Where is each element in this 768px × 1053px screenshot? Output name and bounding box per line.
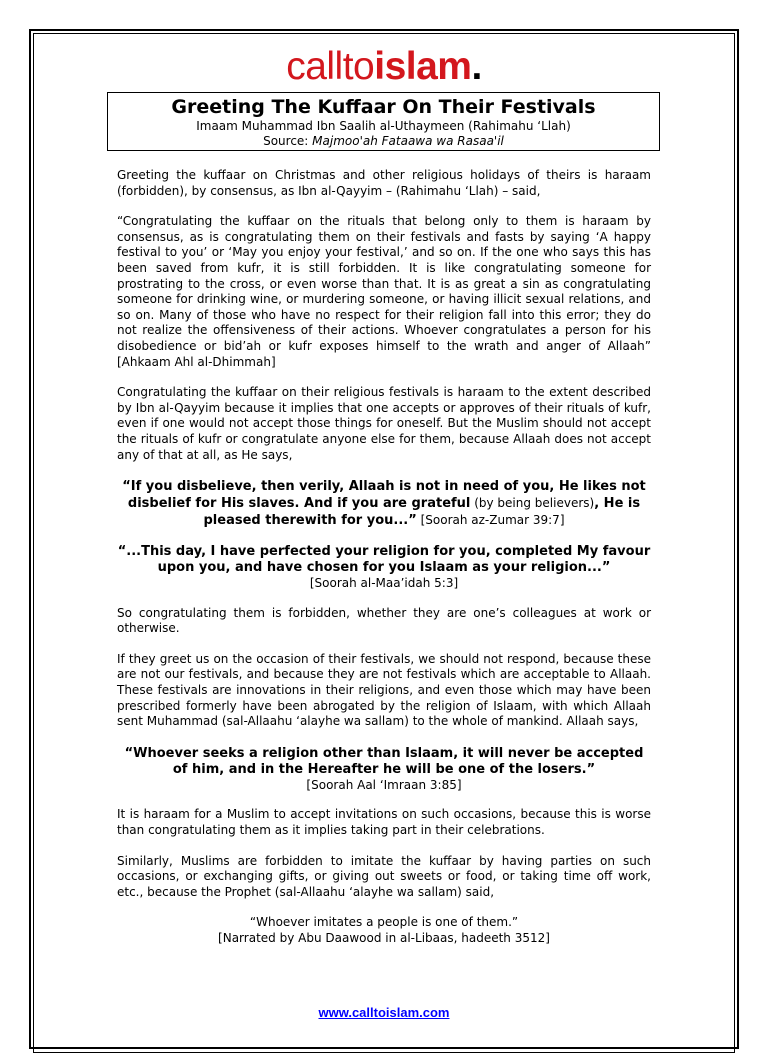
page-title: Greeting The Kuffaar On Their Festivals <box>171 96 596 118</box>
title-box <box>107 92 660 151</box>
quote-zumar <box>117 479 651 529</box>
source-title: Majmoo'ah Fataawa wa Rasaa'il <box>312 134 504 148</box>
hadith-ref: [Narrated by Abu Daawood in al-Libaas, hadeeth 3512] <box>218 931 550 945</box>
quote-zumar-c: , He is pleased therewith for you...” <box>203 496 641 529</box>
quote-zumar-ref: [Soorah az-Zumar 39:7] <box>416 513 565 528</box>
quote-aal-imraan-ref: [Soorah Aal ‘Imraan 3:85] <box>306 777 462 792</box>
paragraph-1: Greeting the kuffaar on Christmas and other religious holidays of theirs is haraam (forbidden), by consensus, as Ibn al-Qayyim – (Rahimahu ‘Llah) – said, <box>117 168 651 198</box>
hadith-quote: “Whoever imitates a people is one of them.” <box>249 915 519 930</box>
paragraph-4: So congratulating them is forbidden, whether they are one’s colleagues at work or otherwise. <box>117 605 651 636</box>
paragraph-7: Similarly, Muslims are forbidden to imitate the kuffaar by having parties on such occasions, or exchanging gifts, or giving out sweets or food, or taking time off work, etc., because the Prophet (sal-Allaahu ‘alayhe wa sallam) said, <box>117 853 651 899</box>
author-line: Imaam Muhammad Ibn Saalih al-Uthaymeen (Rahimahu ‘Llah) <box>196 119 571 133</box>
quote-maaidah: “...This day, I have perfected your religion for you, completed My favour upon you, and have chosen for you Islaam as your religion...” <box>117 544 651 576</box>
source-label: Source: <box>263 134 313 148</box>
paragraph-3: Congratulating the kuffaar on their religious festivals is haraam to the extent described by Ibn al-Qayyim because it implies that one accepts or approves of their rituals of kufr, even if one would not accept those things for oneself. But the Muslim should not accept the rituals of kufr or congratulate anyone else for them, because Allaah does not accept any of that at all, as He says, <box>117 385 651 462</box>
quote-aal-imraan: “Whoever seeks a religion other than Islaam, it will never be accepted of him, and in the Hereafter he will be one of the losers.” <box>124 745 644 777</box>
calltoislam-logo <box>0 44 768 90</box>
paragraph-6: It is haraam for a Muslim to accept invitations on such occasions, because this is worse than congratulating them as it implies taking part in their celebrations. <box>117 807 651 838</box>
quote-maaidah-ref: [Soorah al-Maa’idah 5:3] <box>309 576 459 591</box>
paragraph-2: “Congratulating the kuffaar on the rituals that belong only to them is haraam by consensus, as is congratulating them on their festivals and fasts by saying ‘A happy festival to you’ or ‘May you enjoy your festival,’ and so on. If the one who says this has been saved from kufr, it is still forbidden. It is like congratulating someone for prostrating to the cross, or even worse than that. It is as great a sin as congratulating someone for drinking wine, or murdering someone, or having illicit sexual relations, and so on. Many of those who have no respect for their religion fall into this error; they do not realize the offensiveness of their actions. Whoever congratulates a person for his disobedience or bid’ah or kufr exposes himself to the wrath and anger of Allaah” [Ahkaam Ahl al-Dhimmah] <box>117 214 651 369</box>
logo-dot: . <box>471 45 482 88</box>
quote-zumar-a: “If you disbelieve, then verily, Allaah is not in need of you, He likes not disbelief for His slaves. And if you are grateful <box>122 479 646 512</box>
article-body <box>117 168 651 947</box>
logo-part-callto: callto <box>286 45 375 88</box>
website-link[interactable]: www.calltoislam.com <box>318 1005 450 1020</box>
logo-part-islam: islam <box>374 45 472 88</box>
quote-zumar-aside: (by being believers) <box>470 496 595 511</box>
source-line <box>108 134 659 149</box>
paragraph-5: If they greet us on the occasion of their festivals, we should not respond, because these are not our festivals, and because they are not festivals which are acceptable to Allaah. These festivals are innovations in their religions, and even those which may have been prescribed formerly have been abrogated by the religion of Islaam, with which Allaah sent Muhammad (sal-Allaahu ‘alayhe wa sallam) to the whole of mankind. Allaah says, <box>117 651 651 729</box>
